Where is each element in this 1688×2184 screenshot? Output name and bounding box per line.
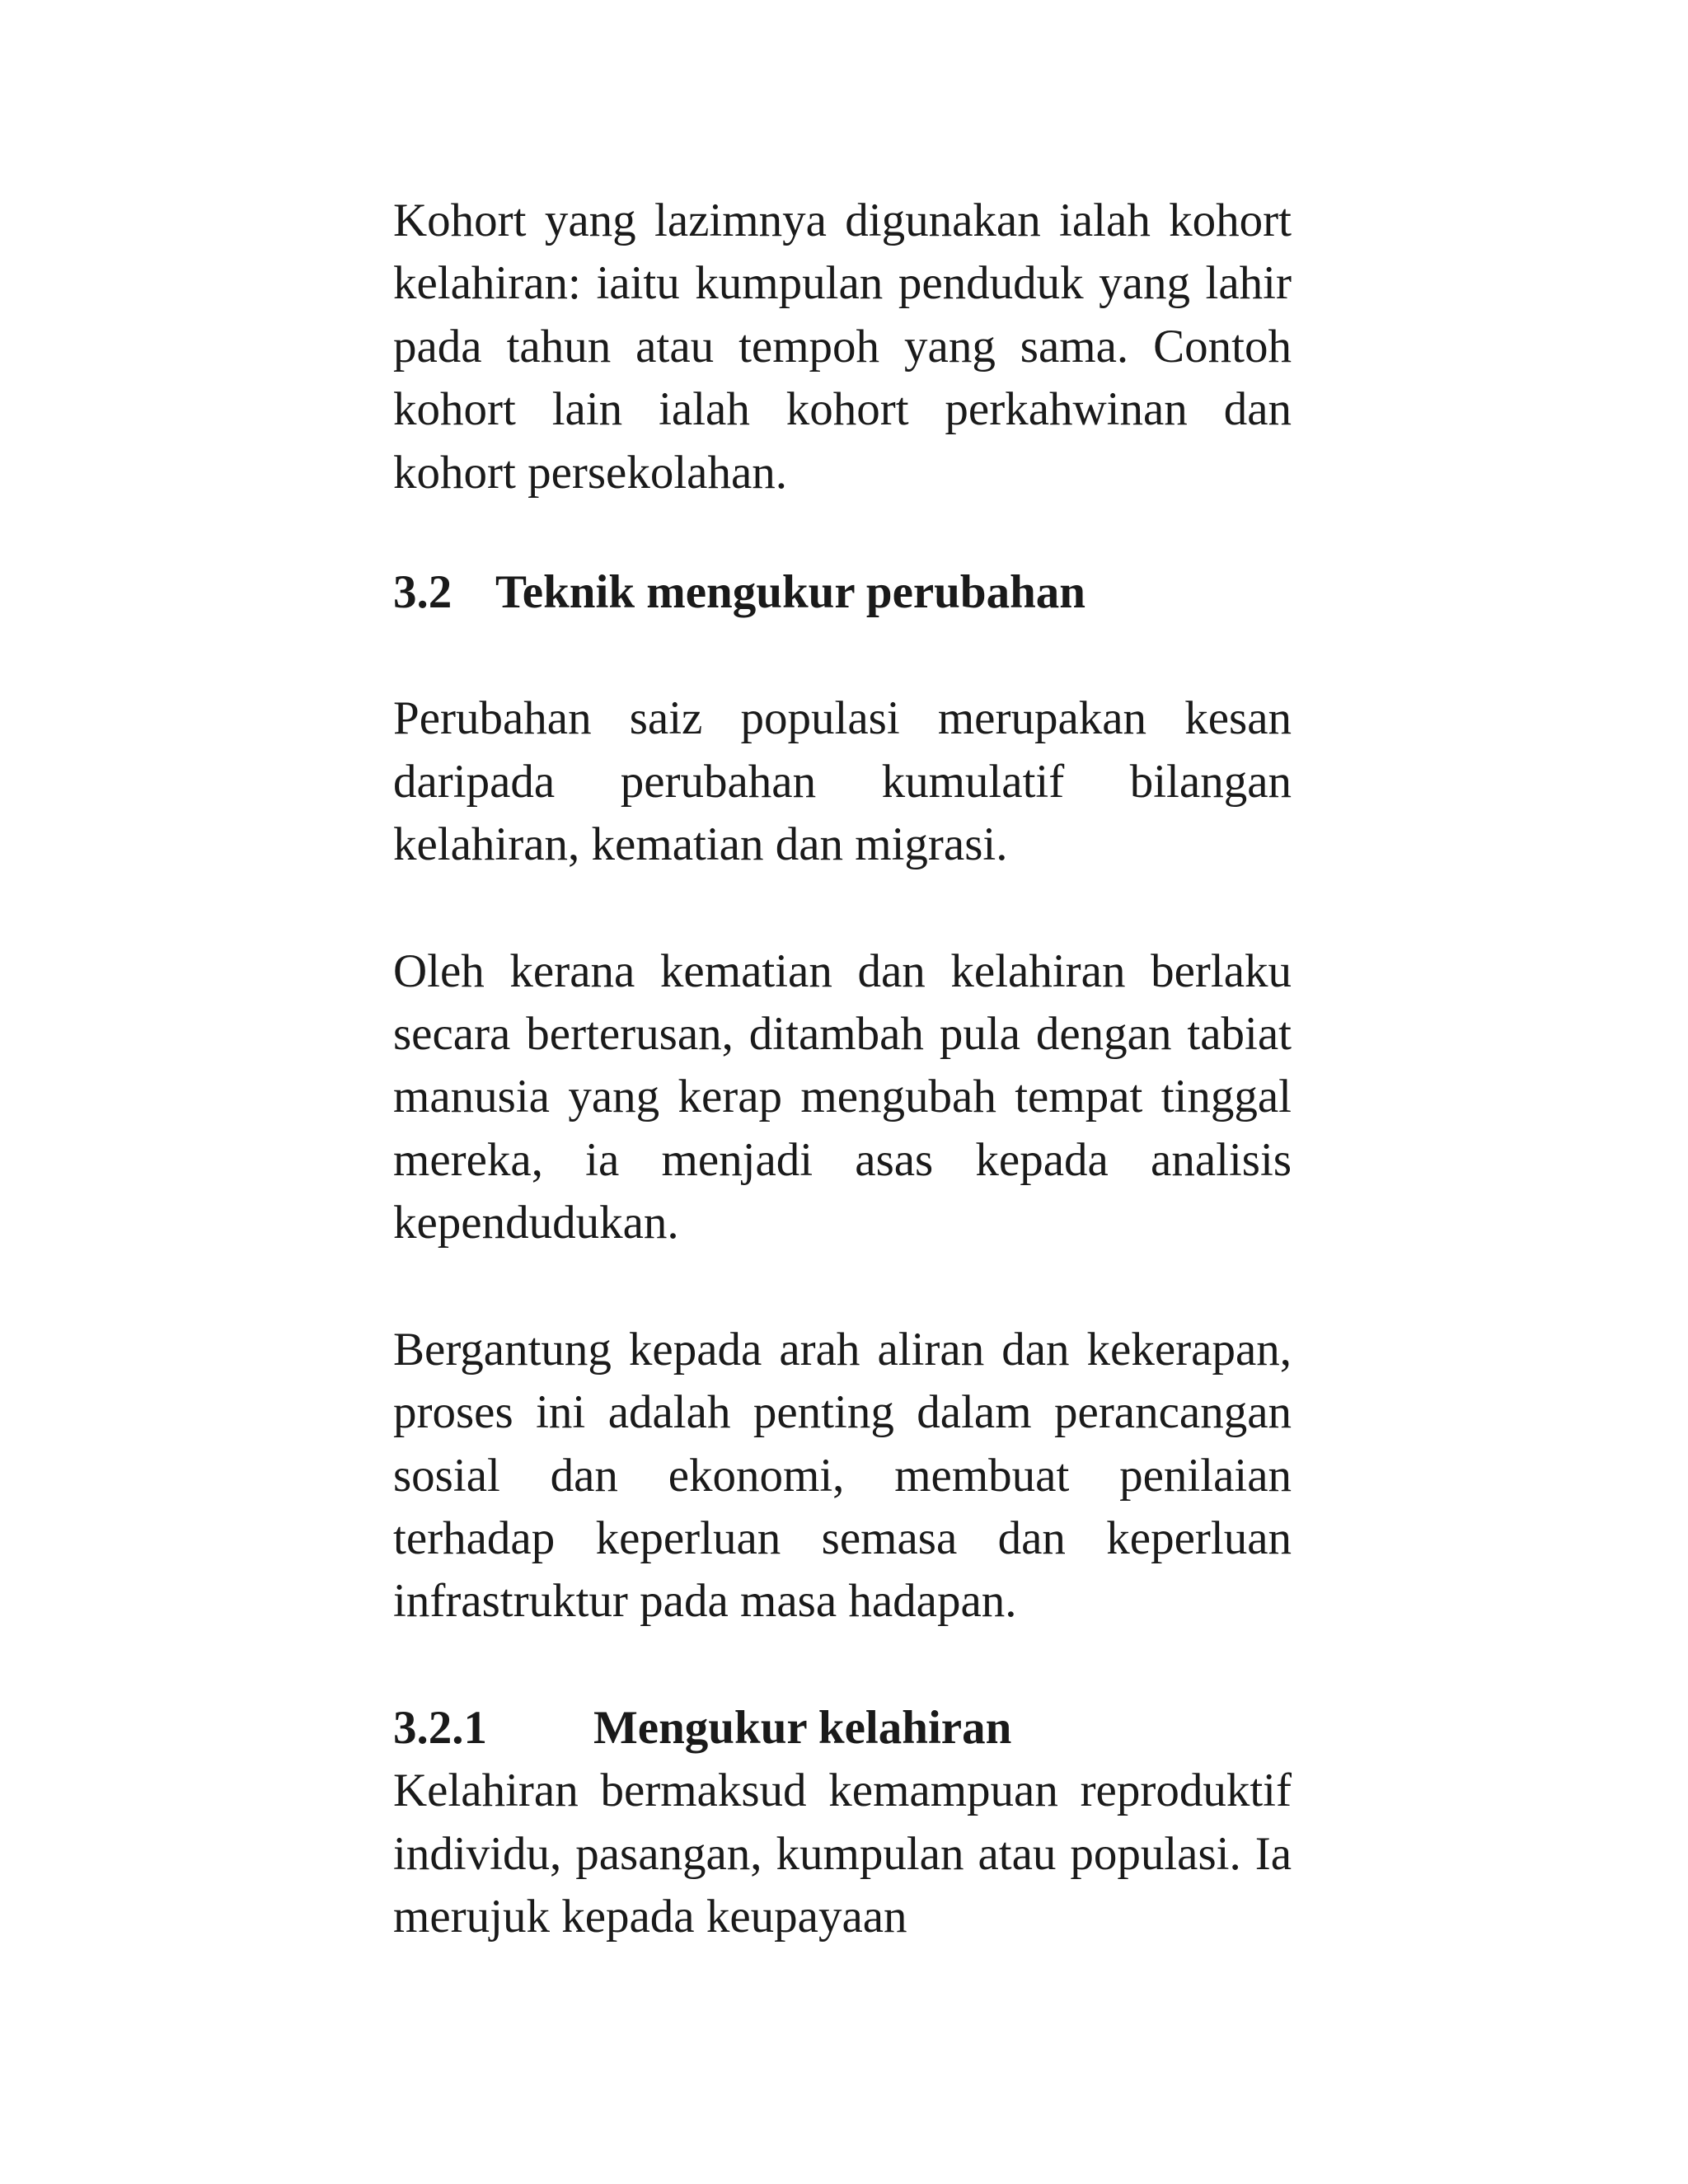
- page-content: [393, 190, 1292, 1948]
- section-number: 3.2.1: [393, 1701, 487, 1754]
- paragraph-perubahan-saiz: Perubahan saiz populasi merupakan kesan daripada perubahan kumulatif bilangan kelahiran, kematian dan migrasi.: [393, 692, 1292, 871]
- section-title: Teknik mengukur perubahan: [495, 566, 1085, 619]
- section-title: Mengukur kelahiran: [593, 1701, 1012, 1754]
- section-heading-3-2-1: [393, 1697, 1292, 1760]
- paragraph-kelahiran: Kelahiran bermaksud kemampuan reproduktif individu, pasangan, kumpulan atau populasi. Ia merujuk kepada keupayaan: [393, 1765, 1292, 1943]
- paragraph-kohort: Kohort yang lazimnya digunakan ialah kohort kelahiran: iaitu kumpulan penduduk yang lahir pada tahun atau tempoh yang sama. Contoh kohort lain ialah kohort perkahwinan dan kohort persekolahan.: [393, 194, 1292, 499]
- paragraph-kematian-kelahiran: Oleh kerana kematian dan kelahiran berlaku secara berterusan, ditambah pula dengan tabiat manusia yang kerap mengubah tempat tinggal mereka, ia menjadi asas kepada analisis kependudukan.: [393, 944, 1292, 1249]
- section-heading-3-2: [393, 561, 1292, 624]
- paragraph-bergantung: Bergantung kepada arah aliran dan kekerapan, proses ini adalah penting dalam perancangan sosial dan ekonomi, membuat penilaian terhadap keperluan semasa dan keperluan infrastruktur pada masa hadapan.: [393, 1323, 1292, 1628]
- section-number: 3.2: [393, 566, 452, 619]
